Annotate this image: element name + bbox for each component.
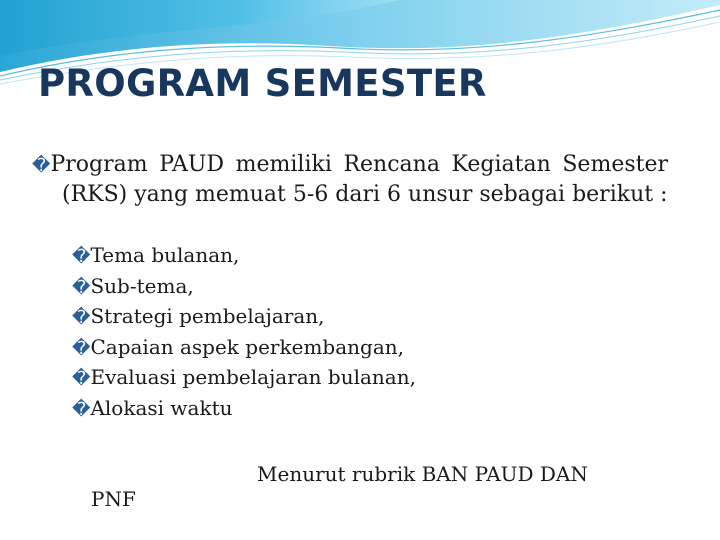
main-paragraph xyxy=(32,150,668,209)
list-item xyxy=(72,302,416,333)
slide-title: PROGRAM SEMESTER xyxy=(38,62,487,105)
source-line-continuation: PNF xyxy=(91,487,136,511)
list-item-text: Sub-tema, xyxy=(90,273,194,298)
sub-bullet-list xyxy=(72,241,416,425)
bullet-icon: � xyxy=(72,246,91,267)
list-item xyxy=(72,272,416,303)
bullet-icon: � xyxy=(72,368,91,390)
main-paragraph-text xyxy=(32,150,668,209)
bullet-icon: � xyxy=(72,337,91,359)
bullet-icon: � xyxy=(72,307,91,329)
list-item-text: Capaian aspek perkembangan, xyxy=(90,334,404,359)
bullet-icon: � xyxy=(72,276,91,298)
list-item-text: Tema bulanan, xyxy=(90,243,240,267)
list-item xyxy=(72,363,416,394)
paragraph-body: Program PAUD memiliki Rencana Kegiatan Semester (RKS) yang memuat 5-6 dari 6 unsur sebagai berikut : xyxy=(50,152,668,207)
bullet-icon: � xyxy=(72,398,91,420)
source-line: Menurut rubrik BAN PAUD DAN xyxy=(257,462,588,486)
list-item xyxy=(72,394,416,425)
list-item-text: Evaluasi pembelajaran bulanan, xyxy=(90,365,416,390)
list-item xyxy=(72,333,416,364)
bullet-icon: � xyxy=(32,155,51,176)
list-item-text: Strategi pembelajaran, xyxy=(90,304,325,329)
list-item-text: Alokasi waktu xyxy=(90,395,233,420)
list-item xyxy=(72,241,416,272)
